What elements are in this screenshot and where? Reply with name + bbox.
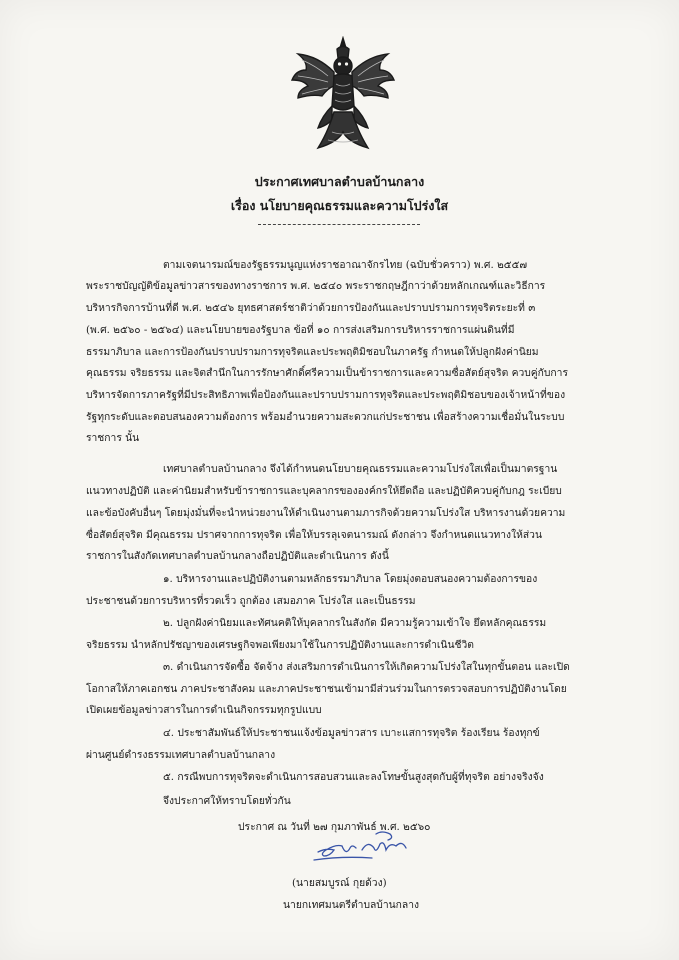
text-line: โอกาสให้ภาคเอกชน ภาคประชาสังคม และภาคประชาชนเข้ามามีส่วนร่วมในการตรวจสอบการปฏิบัติงานโดย <box>86 683 567 695</box>
text-line: เปิดเผยข้อมูลข่าวสารในการดำเนินกิจกรรมทุกรูปแบบ <box>86 704 322 716</box>
announcement-subject: เรื่อง นโยบายคุณธรรมและความโปร่งใส <box>230 198 449 213</box>
text-line: ซื่อสัตย์สุจริต มีคุณธรรม ปราศจากการทุจริต เพื่อให้บรรลุเจตนารมณ์ ดังกล่าว จึงกำหนดแนวทางให้ส่วน <box>86 529 542 541</box>
closing-statement: จึงประกาศให้ทราบโดยทั่วกัน <box>163 795 291 807</box>
title-divider <box>258 224 420 225</box>
text-line: บริหารกิจการบ้านที่ดี พ.ศ. ๒๕๔๖ ยุทธศาสตร์ชาติว่าด้วยการป้องกันและปราบปรามการทุจริตระยะที่ ๓ <box>86 302 536 314</box>
text-line: คุณธรรม จริยธรรม และจิตสำนึกในการรักษาศักดิ์ศรีความเป็นข้าราชการและความซื่อสัตย์สุจริต ควบคู่กับการ <box>86 367 568 379</box>
text-line: รัฐทุกระดับและตอบสนองความต้องการ พร้อมอำนวยความสะดวกแก่ประชาชน เพื่อสร้างความเชื่อมั่นในระบบ <box>86 411 565 423</box>
signatory-name: (นายสมบูรณ์ กุยด้วง) <box>292 877 387 889</box>
text-line: พระราชบัญญัติข้อมูลข่าวสารของทางราชการ พ.ศ. ๒๕๔๐ พระราชกฤษฎีกาว่าด้วยหลักเกณฑ์และวิธีการ <box>86 280 546 292</box>
text-line: แนวทางปฏิบัติ และค่านิยมสำหรับข้าราชการและบุคลากรขององค์กรให้ยึดถือ และปฏิบัติควบคู่กับกฎ ระเบียบ <box>86 485 562 497</box>
text-line: ราชการในสังกัดเทศบาลตำบลบ้านกลางถือปฏิบัติและดำเนินการ ดังนี้ <box>86 550 389 562</box>
text-line: ๒. ปลูกฝังค่านิยมและทัศนคติให้บุคลากรในสังกัด มีความรู้ความเข้าใจ ยึดหลักคุณธรรม <box>163 617 547 629</box>
text-line: ตามเจตนารมณ์ของรัฐธรรมนูญแห่งราชอาณาจักรไทย (ฉบับชั่วคราว) พ.ศ. ๒๕๕๗ <box>163 259 528 271</box>
text-line: ประชาชนด้วยการบริหารที่รวดเร็ว ถูกต้อง เสมอภาค โปร่งใส และเป็นธรรม <box>86 595 416 607</box>
text-line: ๓. ดำเนินการจัดซื้อ จัดจ้าง ส่งเสริมการดำเนินการให้เกิดความโปร่งใสในทุกขั้นตอน และเปิด <box>163 661 570 673</box>
text-line: ๔. ประชาสัมพันธ์ให้ประชาชนแจ้งข้อมูลข่าวสาร เบาะแสการทุจริต ร้องเรียน ร้องทุกข์ <box>163 727 540 739</box>
signatory-position: นายกเทศมนตรีตำบลบ้านกลาง <box>283 899 420 911</box>
announcement-title: ประกาศเทศบาลตำบลบ้านกลาง <box>254 174 425 189</box>
text-line: ราชการ นั้น <box>86 432 140 444</box>
text-line: ธรรมาภิบาล และการป้องกันปราบปรามการทุจริตและประพฤติมิชอบในภาครัฐ กำหนดให้ปลูกฝังค่านิยม <box>86 346 539 358</box>
text-line: ๑. บริหารงานและปฏิบัติงานตามหลักธรรมาภิบาล โดยมุ่งตอบสนองความต้องการของ <box>163 573 538 585</box>
text-line: (พ.ศ. ๒๕๖๐ - ๒๕๖๔) และนโยบายของรัฐบาล ข้อที่ ๑๐ การส่งเสริมการบริหารราชการแผ่นดินที่มี <box>86 324 515 336</box>
text-line: ๕. กรณีพบการทุจริตจะดำเนินการสอบสวนและลงโทษขั้นสูงสุดกับผู้ที่ทุจริต อย่างจริงจัง <box>163 771 544 783</box>
announcement-date: ประกาศ ณ วันที่ ๒๗ กุมภาพันธ์ พ.ศ. ๒๕๖๐ <box>238 821 431 833</box>
text-line: จริยธรรม นำหลักปรัชญาของเศรษฐกิจพอเพียงมาใช้ในการปฏิบัติงานและการดำเนินชีวิต <box>86 639 474 651</box>
garuda-emblem-icon <box>288 36 398 156</box>
text-line: บริหารจัดการภาครัฐที่มีประสิทธิภาพเพื่อป้องกันและปราบปรามการทุจริตและประพฤติมิชอบของเจ้าหน้าที่ของ <box>86 389 566 401</box>
text-line: และข้อบังคับอื่นๆ โดยมุ่งมั่นที่จะนำหน่วยงานให้ดำเนินงานตามภารกิจด้วยความโปร่งใส บริหารงานด้วยความ <box>86 507 566 519</box>
text-line: เทศบาลตำบลบ้านกลาง จึงได้กำหนดนโยบายคุณธรรมและความโปร่งใสเพื่อเป็นมาตรฐาน <box>163 463 558 475</box>
signature-icon <box>312 826 422 872</box>
text-line: ผ่านศูนย์ดำรงธรรมเทศบาลตำบลบ้านกลาง <box>86 749 276 761</box>
